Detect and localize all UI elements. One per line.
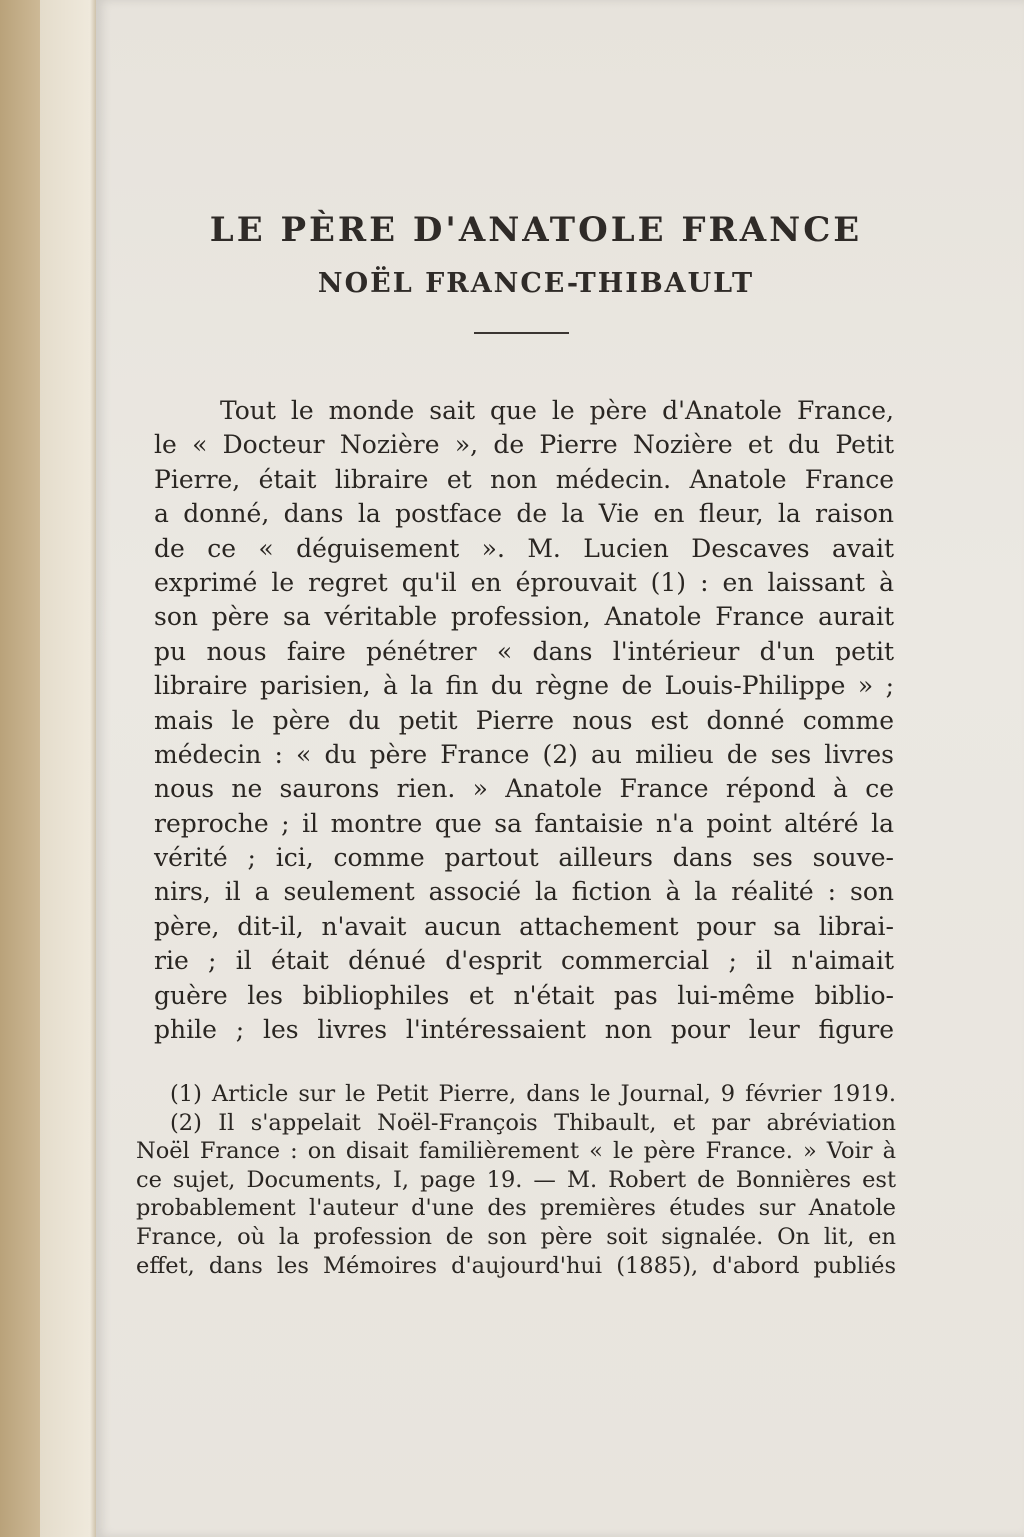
body-line: rie ; il était dénué d'esprit commercial ; il n'aimait: [154, 946, 894, 976]
body-line: Pierre, était libraire et non médecin. Anatole France: [154, 464, 894, 494]
body-line: a donné, dans la postface de la Vie en fleur, la raison: [154, 499, 894, 529]
body-line: père, dit-il, n'avait aucun attachement pour sa librai-: [154, 911, 894, 941]
footnotes: [136, 1080, 896, 1280]
body-line: exprimé le regret qu'il en éprouvait (1) : en laissant à: [154, 567, 894, 597]
body-line: nous ne saurons rien. » Anatole France répond à ce: [154, 774, 894, 804]
chapter-title: LE PÈRE D'ANATOLE FRANCE: [209, 210, 863, 250]
body-line: le « Docteur Nozière », de Pierre Nozière et du Petit: [154, 430, 894, 460]
book-page: [96, 0, 1024, 1537]
body-line: reproche ; il montre que sa fantaisie n'a point altéré la: [154, 808, 894, 838]
chapter-subtitle: NOËL FRANCE-THIBAULT: [317, 268, 755, 299]
previous-page-edge: [40, 0, 100, 1537]
body-line: libraire parisien, à la fin du règne de Louis-Philippe » ;: [154, 671, 894, 701]
body-line: vérité ; ici, comme partout ailleurs dans ses souve-: [154, 843, 894, 873]
body-line: son père sa véritable profession, Anatole France aurait: [154, 602, 894, 632]
footnote-line: effet, dans les Mémoires d'aujourd'hui (1885), d'abord publiés: [136, 1252, 896, 1279]
body-line: Tout le monde sait que le père d'Anatole France,: [220, 396, 894, 425]
footnote-line: Noël France : on disait familièrement « le père France. » Voir à: [136, 1138, 896, 1165]
footnote-line: (2) Il s'appelait Noël-François Thibault, et par abréviation: [170, 1109, 896, 1136]
footnote-line: ce sujet, Documents, I, page 19. — M. Robert de Bonnières est: [136, 1166, 896, 1193]
body-line: pu nous faire pénétrer « dans l'intérieur d'un petit: [154, 636, 894, 666]
body-line: guère les bibliophiles et n'était pas lui-même biblio-: [154, 980, 894, 1010]
body-paragraph: [154, 394, 894, 1047]
body-line: phile ; les livres l'intéressaient non pour leur figure: [154, 1015, 894, 1045]
title-divider: [474, 332, 569, 334]
body-line: médecin : « du père France (2) au milieu de ses livres: [154, 739, 894, 769]
body-line: mais le père du petit Pierre nous est donné comme: [154, 705, 894, 735]
body-line: nirs, il a seulement associé la fiction à la réalité : son: [154, 877, 894, 907]
footnote-line: France, où la profession de son père soit signalée. On lit, en: [136, 1223, 896, 1250]
footnote-line: probablement l'auteur d'une des premières études sur Anatole: [136, 1195, 896, 1222]
body-line: de ce « déguisement ». M. Lucien Descaves avait: [154, 533, 894, 563]
footnote-line: (1) Article sur le Petit Pierre, dans le Journal, 9 février 1919.: [170, 1081, 896, 1107]
